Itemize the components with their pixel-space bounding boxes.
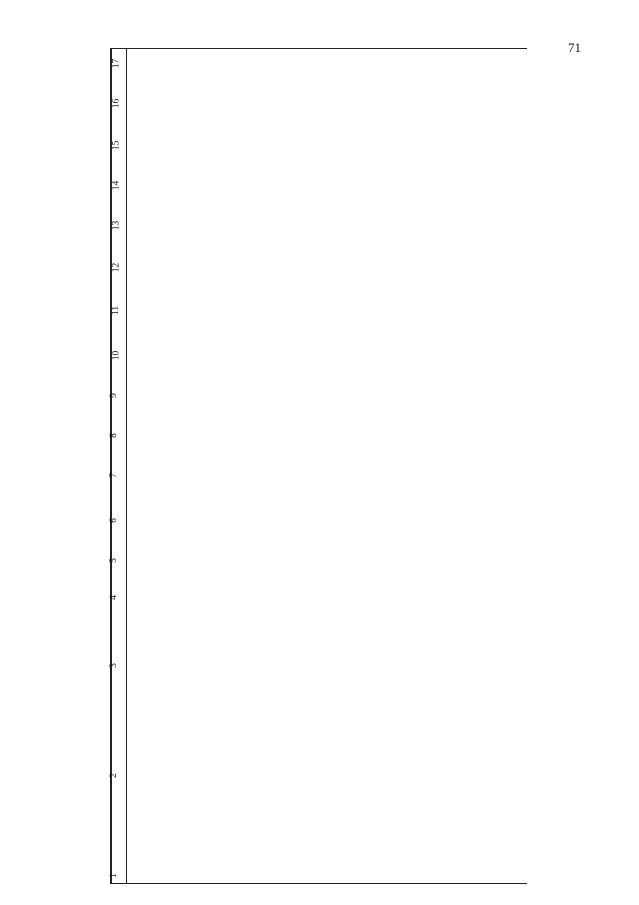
header-col-16: 16 — [111, 98, 122, 109]
header-col-6: 6 — [108, 518, 119, 523]
header-col-2: 2 — [108, 773, 119, 778]
table-border-bottom — [110, 883, 527, 884]
header-col-14: 14 — [111, 180, 122, 191]
header-col-13: 13 — [111, 220, 122, 231]
header-col-11: 11 — [111, 305, 122, 316]
table-border-top — [110, 48, 527, 49]
page-number: 71 — [568, 40, 581, 55]
header-col-15: 15 — [111, 140, 122, 151]
header-col-8: 8 — [108, 433, 119, 438]
header-col-12: 12 — [111, 262, 122, 273]
header-col-9: 9 — [108, 393, 119, 398]
header-col-3: 3 — [108, 663, 119, 668]
header-col-7: 7 — [108, 473, 119, 478]
header-separator — [126, 48, 127, 883]
header-col-10: 10 — [111, 350, 122, 361]
header-col-1: 1 — [108, 873, 119, 878]
header-col-17: 17 — [111, 58, 122, 69]
table-border-left — [110, 48, 112, 883]
header-col-4: 4 — [108, 595, 119, 600]
header-col-5: 5 — [108, 558, 119, 563]
